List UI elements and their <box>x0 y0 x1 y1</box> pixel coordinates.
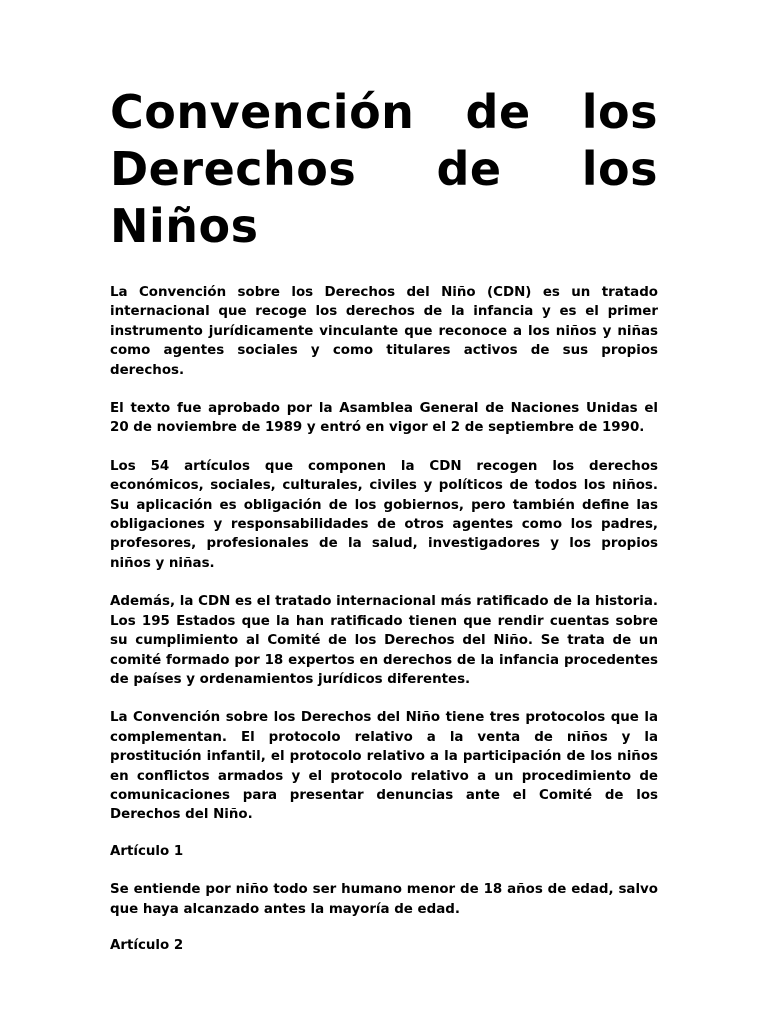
spacer <box>110 825 658 842</box>
paragraph-intro: La Convención sobre los Derechos del Niño (CDN) es un tratado internacional que recoge los derechos de la infancia y es el primer instrumento jurídicamente vinculante que reconoce a los niños y niñas como agentes sociales y como titulares activos de sus propios derechos. <box>110 285 658 378</box>
spacer <box>110 438 658 457</box>
spacer <box>110 380 658 399</box>
document-page <box>110 84 658 955</box>
spacer <box>110 573 658 592</box>
article-1-heading: Artículo 1 <box>110 843 184 859</box>
paragraph-protocols: La Convención sobre los Derechos del Niño tiene tres protocolos que la complementan. El protocolo relativo a la venta de niños y la prostitución infantil, el protocolo relativo a la participación de los niños en conflictos armados y el protocolo relativo a un procedimiento de comunicaciones para presentar denuncias ante el Comité de los Derechos del Niño. <box>110 710 658 823</box>
paragraph-articles: Los 54 artículos que componen la CDN recogen los derechos económicos, sociales, culturales, civiles y políticos de todos los niños. Su aplicación es obligación de los gobiernos, pero también define las obligaciones y responsabilidades de otros agentes como los padres, profesores, profesionales de la salud, investigadores y los propios niños y niñas. <box>110 458 658 571</box>
spacer <box>110 861 658 880</box>
article-1-text: Se entiende por niño todo ser humano menor de 18 años de edad, salvo que haya alcanzado antes la mayoría de edad. <box>110 882 658 917</box>
spacer <box>110 689 658 708</box>
article-2-heading: Artículo 2 <box>110 937 184 953</box>
paragraph-ratification: Además, la CDN es el tratado internacional más ratificado de la historia. Los 195 Estados que la han ratificado tienen que rendir cuentas sobre su cumplimiento al Comité de los Derechos del Niño. Se trata de un comité formado por 18 expertos en derechos de la infancia procedentes de países y ordenamientos jurídicos diferentes. <box>110 594 658 687</box>
document-title: Convención de los Derechos de los Niños <box>110 85 658 253</box>
spacer <box>110 255 658 283</box>
spacer <box>110 919 658 936</box>
paragraph-approval: El texto fue aprobado por la Asamblea General de Naciones Unidas el 20 de noviembre de 1989 y entró en vigor el 2 de septiembre de 1990. <box>110 401 658 436</box>
